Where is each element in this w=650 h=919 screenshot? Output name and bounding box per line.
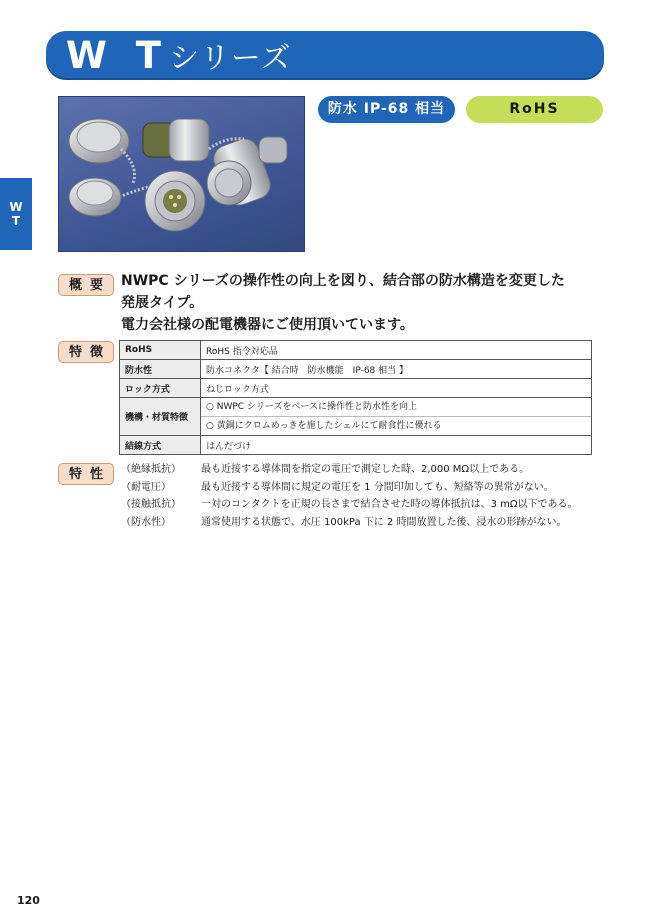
table-row [120, 360, 592, 379]
waterproof-badge: 防水 IP-68 相当 [318, 96, 455, 123]
list-item [121, 461, 621, 479]
rohs-badge: RoHS [466, 96, 603, 123]
table-row [120, 379, 592, 398]
features-table [119, 340, 592, 455]
feature-value: 防水コネクタ【 結合時 防水機能 IP-68 相当 】 [201, 360, 592, 379]
title-main: W T [66, 34, 169, 77]
features-tag: 特徴 [58, 341, 114, 363]
characteristic-text: 一対のコンタクトを正規の長さまで結合させた時の導体抵抗は、3 mΩ以下である。 [201, 499, 578, 510]
feature-key: 防水性 [120, 360, 201, 379]
feature-key: 結線方式 [120, 436, 201, 455]
page-title [66, 32, 291, 80]
list-item [121, 496, 621, 514]
table-row [120, 436, 592, 455]
characteristic-text: 最も近接する導体間を指定の電圧で測定した時、2,000 MΩ以上である。 [201, 464, 530, 475]
feature-value: ねじロック方式 [201, 379, 592, 398]
feature-key: ロック方式 [120, 379, 201, 398]
characteristic-name: （耐電圧） [121, 481, 171, 493]
characteristic-name: （絶縁抵抗） [121, 464, 181, 475]
overview-line: NWPC シリーズの操作性の向上を図り、結合部の防水構造を変更した [121, 273, 565, 289]
characteristics-list [121, 461, 621, 531]
feature-key: RoHS [120, 341, 201, 360]
overview-text [121, 270, 601, 336]
characteristic-name: （防水性） [121, 516, 171, 528]
table-row [120, 398, 592, 436]
overview-line: 電力会社様の配電機器にご使用頂いています。 [121, 317, 414, 333]
overview-line: 発展タイプ。 [121, 295, 204, 311]
overview-tag: 概要 [58, 274, 114, 296]
title-sub: シリーズ [168, 41, 292, 76]
characteristic-name: （接触抵抗） [121, 499, 181, 510]
side-tab-line1: W [9, 200, 23, 214]
feature-value [201, 398, 592, 436]
connector-illustration [59, 97, 304, 251]
table-row [120, 341, 592, 360]
list-item [121, 479, 621, 497]
feature-key: 機構・材質特徴 [120, 398, 201, 436]
side-index-tab [0, 178, 32, 250]
feature-subvalue: ○ NWPC シリーズをベースに操作性と防水性を向上 [206, 402, 418, 412]
list-item [121, 514, 621, 532]
feature-subvalue: ○ 黄銅にクロムめっきを施したシェルにて耐食性に優れる [201, 416, 591, 435]
side-tab-line2: T [11, 214, 21, 228]
feature-value: RoHS 指令対応品 [201, 341, 592, 360]
characteristic-text: 通常使用する状態で、水圧 100kPa 下に 2 時間放置した後、浸水の形跡がない。 [201, 516, 567, 528]
product-photo [58, 96, 305, 252]
feature-value: はんだづけ [201, 436, 592, 455]
characteristics-tag: 特性 [58, 463, 114, 485]
page-number: 120 [17, 894, 40, 907]
characteristic-text: 最も近接する導体間に規定の電圧を 1 分間印加しても、短絡等の異常がない。 [201, 481, 554, 493]
